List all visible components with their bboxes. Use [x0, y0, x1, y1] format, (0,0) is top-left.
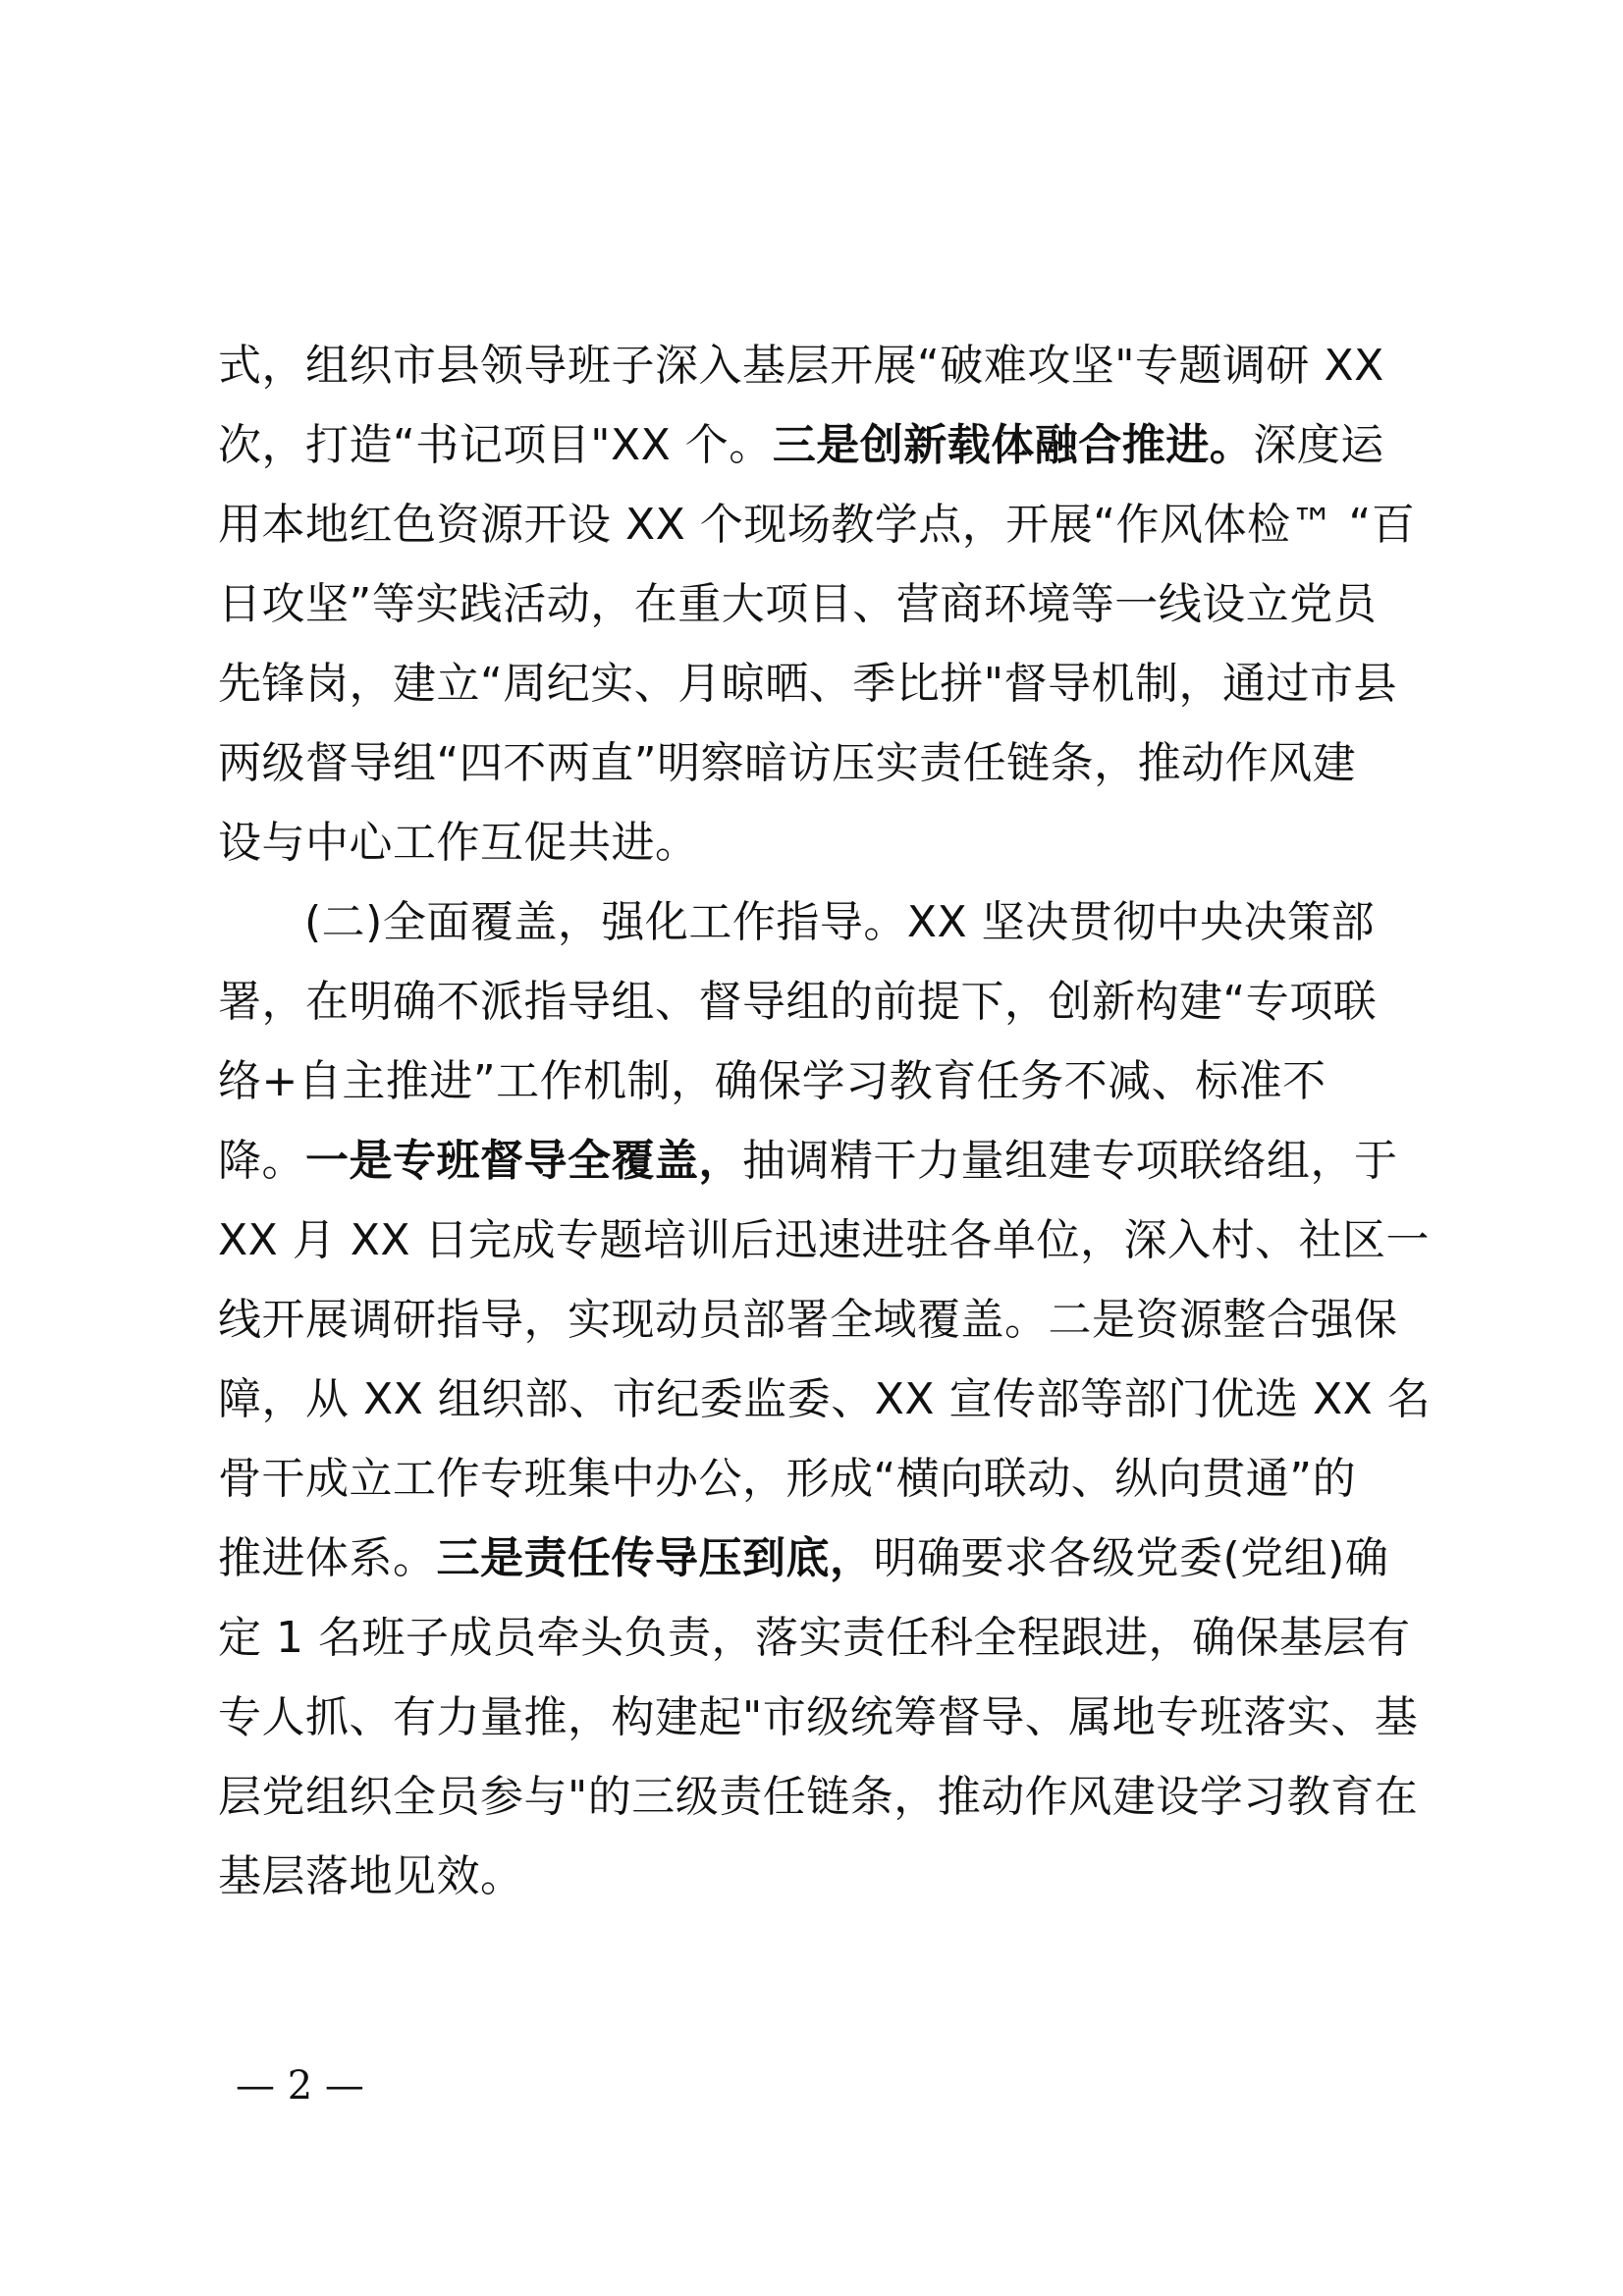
text-segment: 障，从 XX 组织部、市纪委监委、XX 宣传部等部门优选 XX 名 [218, 1374, 1432, 1424]
text-line [218, 405, 1435, 485]
text-segment: 次，打造“书记项目"XX 个。 [218, 420, 773, 470]
text-line [218, 1121, 1435, 1201]
bold-text-segment: 三是创新载体融合推进。 [772, 420, 1254, 470]
text-segment: 明确要求各级党委(党组)确 [873, 1533, 1389, 1583]
text-segment: 定 1 名班子成员牵头负责，落实责任科全程跟进，确保基层有 [218, 1613, 1411, 1663]
text-segment: 先锋岗，建立“周纪实、月晾晒、季比拼"督导机制，通过市县 [218, 659, 1398, 709]
text-segment: 专人抓、有力量推，构建起"市级统筹督导、属地专班落实、基 [218, 1692, 1419, 1742]
text-line [218, 564, 1435, 644]
text-line [218, 1201, 1435, 1280]
text-line [218, 882, 1435, 962]
text-segment: 线开展调研指导，实现动员部署全域覆盖。二是资源整合强保 [218, 1295, 1398, 1345]
text-segment: (二)全面覆盖，强化工作指导。XX 坚决贯彻中央决策部 [304, 897, 1376, 947]
text-segment: 抽调精干力量组建专项联络组，于 [742, 1136, 1398, 1186]
text-line [218, 1678, 1435, 1757]
text-segment: 骨干成立工作专班集中办公，形成“横向联动、纵向贯通”的 [218, 1454, 1357, 1504]
text-line [218, 1280, 1435, 1360]
text-line [218, 723, 1435, 803]
text-line [218, 326, 1435, 405]
text-segment: 用本地红色资源开设 XX 个现场教学点，开展“作风体检™ “百 [218, 500, 1416, 550]
page-number: — 2 — [236, 2063, 364, 2109]
text-line [218, 1598, 1435, 1678]
text-segment: 基层落地见效。 [218, 1851, 524, 1901]
text-segment: XX 月 XX 日完成专题培训后迅速进驻各单位，深入村、社区一 [218, 1215, 1431, 1265]
bold-text-segment: 一是专班督导全覆盖， [305, 1136, 742, 1186]
text-line [218, 1519, 1435, 1598]
text-segment: 降。 [218, 1136, 305, 1186]
text-line [218, 803, 1435, 882]
text-line [218, 1041, 1435, 1121]
text-segment: 署，在明确不派指导组、督导组的前提下，创新构建“专项联 [218, 977, 1378, 1027]
text-segment: 推进体系。 [218, 1533, 437, 1583]
text-line [218, 1757, 1435, 1837]
text-line [218, 1439, 1435, 1519]
text-line [218, 1837, 1435, 1916]
text-segment: 式，组织市县领导班子深入基层开展“破难攻坚"专题调研 XX [218, 341, 1384, 391]
text-line [218, 644, 1435, 723]
text-segment: 两级督导组“四不两直”明察暗访压实责任链条，推动作风建 [218, 738, 1357, 788]
body-text [218, 326, 1435, 1916]
text-line [218, 485, 1435, 564]
text-segment: 设与中心工作互促共进。 [218, 818, 699, 868]
text-line [218, 962, 1435, 1041]
bold-text-segment: 三是责任传导压到底， [436, 1533, 874, 1583]
text-line [218, 1360, 1435, 1439]
text-segment: 络+自主推进”工作机制，确保学习教育任务不减、标准不 [218, 1056, 1326, 1106]
text-segment: 深度运 [1253, 420, 1384, 470]
text-segment: 层党组织全员参与"的三级责任链条，推动作风建设学习教育在 [218, 1772, 1419, 1822]
text-segment: 日攻坚”等实践活动，在重大项目、营商环境等一线设立党员 [218, 579, 1378, 629]
